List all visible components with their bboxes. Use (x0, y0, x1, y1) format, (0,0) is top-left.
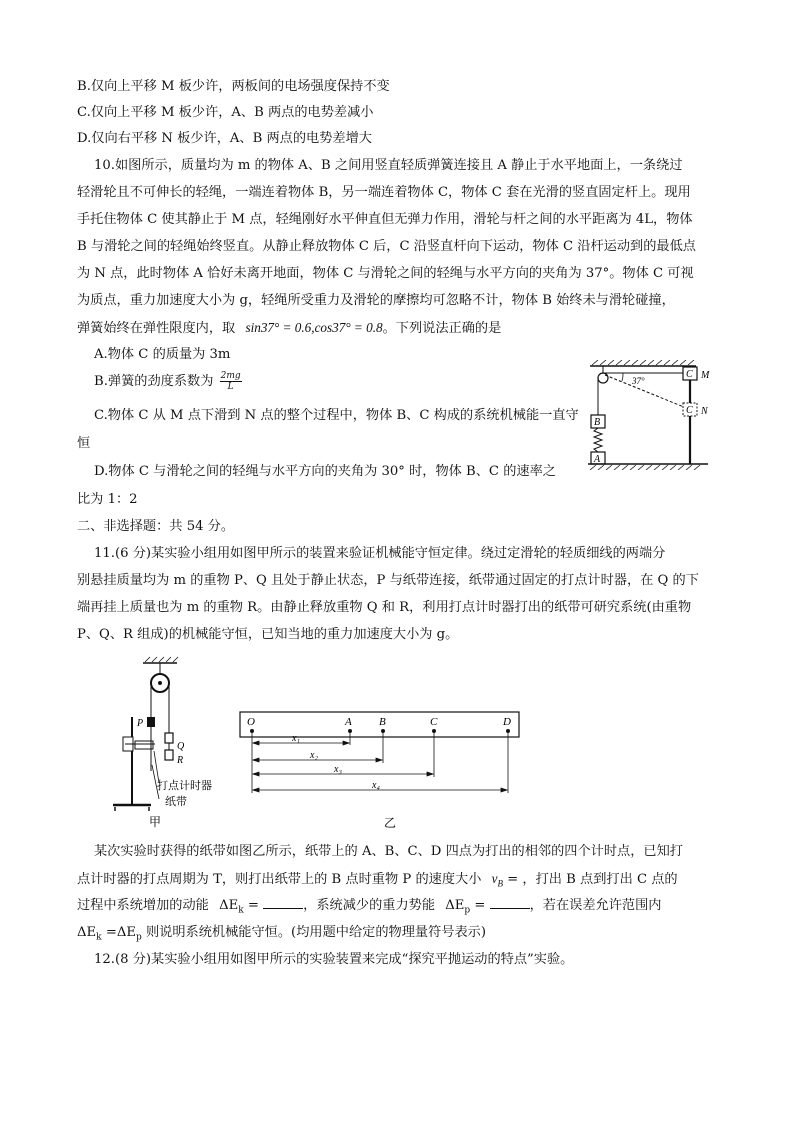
q10-stem-line-1: 10.如图所示，质量均为 m 的物体 A、B 之间用竖直轻质弹簧连接且 A 静止于水平地面上，一条绕过 (94, 158, 683, 173)
q10-option-b (94, 371, 242, 392)
answer-blank-ep[interactable] (490, 896, 530, 909)
distance-x4-label: x₄ (372, 780, 380, 791)
point-d-label: D (503, 716, 511, 728)
q9-option-b: B.仅向上平移 M 板少许，两板间的电场强度保持不变 (77, 79, 390, 94)
velocity-symbol: v (491, 871, 498, 886)
q11-text-line-2-suffix: = ，打出 B 点到打出 C 点的 (502, 872, 678, 887)
q10-stem-last-suffix: 。下列说法正确的是 (382, 321, 502, 336)
angle-label: 37° (632, 376, 645, 386)
distance-x2-label: x₂ (310, 750, 318, 761)
distance-x3-label: x₃ (334, 764, 342, 775)
distance-x1-label: x₁ (292, 733, 300, 744)
equals-sign: = (474, 898, 490, 913)
equals-sign: = (247, 898, 264, 913)
q9-option-c: C.仅向上平移 M 板少许，A、B 两点的电势差减小 (77, 105, 374, 120)
pulley-icon (598, 373, 608, 383)
q9-option-d: D.仅向右平移 N 板少许，A、B 两点的电势差增大 (77, 131, 372, 146)
q10-pulley-figure (588, 360, 713, 470)
potential-energy-subscript: p (464, 905, 471, 916)
q10-stem-line-6: 为质点，重力加速度大小为 g，轻绳所受重力及滑轮的摩擦均可忽略不计，物体 B 始终未与滑轮碰撞， (77, 293, 675, 308)
q10-stem-line-3: 手托住物体 C 使其静止于 M 点，轻绳刚好水平伸直但无弹力作用，滑轮与杆之间的水平距离为 4L，物体 (77, 212, 693, 227)
figure-jia-caption: 甲 (149, 815, 162, 829)
point-c-label: C (430, 716, 438, 728)
q11-text-line-3 (77, 896, 661, 921)
fraction-denominator: L (227, 382, 234, 392)
potential-energy-symbol: =ΔE (101, 925, 137, 940)
q11-stem-line-1: 11.(6 分)某实验小组用如图甲所示的装置来验证机械能守恒定律。绕过定滑轮的轻质细线的两端分 (94, 546, 666, 561)
potential-energy-subscript: p (136, 932, 142, 943)
q10-option-b-text: B.弹簧的劲度系数为 (94, 374, 214, 389)
answer-blank-ek[interactable] (263, 896, 303, 909)
spring-icon (594, 428, 602, 452)
q11-stem-line-2: 别悬挂质量均为 m 的重物 P、Q 且处于静止状态，P 与纸带连接，纸带通过固定的打点计时器，在 Q 的下 (77, 573, 699, 588)
point-b-label: B (379, 716, 386, 728)
point-o-label: O (247, 716, 255, 728)
kinetic-energy-symbol: ΔE (77, 925, 97, 940)
block-c-top-label: C (686, 369, 693, 380)
q11-figure-jia (105, 655, 230, 830)
q10-stem-line-7 (77, 318, 501, 339)
q11-text-line-2-prefix: 点计时器的打点周期为 T，则打出纸带上的 B 点时重物 P 的速度大小 (77, 872, 482, 887)
q10-trig-values: sin37° = 0.6,cos37° = 0.8 (245, 320, 383, 335)
q10-stem-last-prefix: 弹簧始终在弹性限度内，取 (77, 321, 236, 336)
block-c-bottom-label: C (686, 405, 693, 416)
q10-option-c-line-1: C.物体 C 从 M 点下滑到 N 点的整个过程中，物体 B、C 构成的系统机械能一直守 (94, 408, 579, 423)
fraction-numerator: 2mg (220, 371, 241, 381)
point-a-label: A (345, 716, 352, 728)
q10-option-c-line-2: 恒 (77, 436, 91, 451)
q10-option-b-fraction (220, 371, 242, 392)
figure-yi-caption: 乙 (384, 816, 397, 830)
q11-text-line-2 (77, 869, 678, 894)
q11-text-line-4 (77, 923, 486, 948)
point-m-label: M (701, 370, 710, 381)
q11-text-line-3-g: ，若在误差允许范围内 (529, 898, 662, 913)
q11-text-line-3-d: ，系统减少的重力势能 (303, 898, 436, 913)
q11-figure-yi (232, 705, 527, 835)
q10-option-d-line-2: 比为 1：2 (77, 492, 138, 507)
q11-stem-line-4: P、Q、R 组成)的机械能守恒，已知当地的重力加速度大小为 g。 (77, 627, 459, 642)
q10-stem-line-5: 为 N 点，此时物体 A 恰好未离开地面，物体 C 与滑轮之间的轻绳与水平方向的夹角为 37°。物体 C 可视 (77, 266, 694, 281)
q10-stem-line-4: B 与滑轮之间的轻绳始终竖直。从静止释放物体 C 后，C 沿竖直杆向下运动，物体 C 沿杆运动到的最低点 (77, 239, 696, 254)
velocity-subscript: B (497, 878, 503, 889)
mass-r-label: R (177, 755, 184, 766)
section-2-heading: 二、非选择题：共 54 分。 (77, 519, 235, 534)
q10-option-a: A.物体 C 的质量为 3m (94, 347, 231, 362)
potential-energy-symbol: ΔE (445, 898, 465, 913)
mass-q-label: Q (177, 741, 185, 752)
q11-text-line-1: 某次实验时获得的纸带如图乙所示，纸带上的 A、B、C、D 四点为打出的相邻的四个计时点，已知打 (94, 844, 683, 859)
timer-label: 打点计时器 (157, 779, 212, 792)
q10-option-d-line-1: D.物体 C 与滑轮之间的轻绳与水平方向的夹角为 30° 时，物体 B、C 的速率之 (94, 464, 556, 479)
mass-p-label: P (137, 718, 144, 729)
kinetic-energy-subscript: k (238, 905, 244, 916)
block-b-label: B (594, 417, 601, 428)
q11-stem-line-3: 端再挂上质量也为 m 的重物 R。由静止释放重物 Q 和 R，利用打点计时器打出的纸带可研究系统(由重物 (77, 600, 692, 615)
q10-stem-line-2: 轻滑轮且不可伸长的轻绳，一端连着物体 B，另一端连着物体 C，物体 C 套在光滑的竖直固定杆上。现用 (77, 185, 691, 200)
block-a-label: A (594, 454, 601, 465)
kinetic-energy-symbol: ΔE (219, 898, 239, 913)
q12-stem: 12.(8 分)某实验小组用如图甲所示的实验装置来完成“探究平抛运动的特点”实验。 (94, 952, 574, 967)
kinetic-energy-subscript: k (96, 932, 102, 943)
q11-text-line-3-a: 过程中系统增加的动能 (77, 898, 209, 913)
tape-label: 纸带 (165, 795, 187, 808)
q11-text-line-4-c: 则说明系统机械能守恒。(均用题中给定的物理量符号表示) (141, 925, 486, 940)
point-n-label: N (701, 406, 708, 417)
